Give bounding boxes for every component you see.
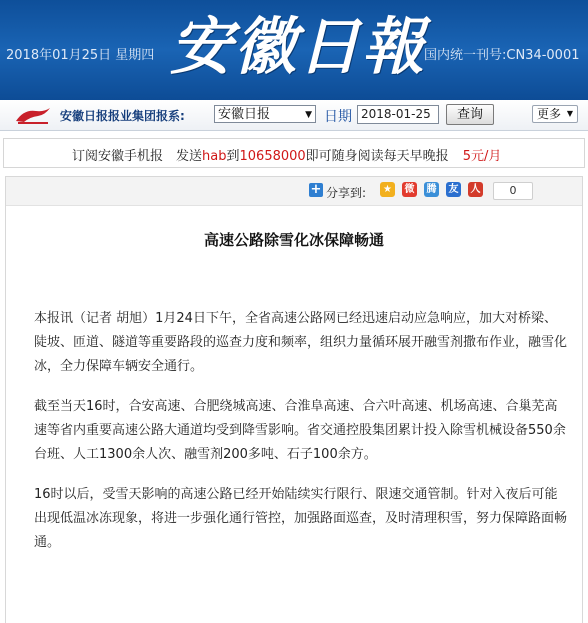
paper-select[interactable] bbox=[214, 105, 316, 123]
more-label: 更多 bbox=[537, 107, 562, 121]
subscribe-text[interactable] bbox=[72, 145, 501, 164]
chevron-down-icon: ▼ bbox=[566, 109, 573, 118]
subscribe-mid: 到 bbox=[226, 149, 240, 164]
newspaper-logo[interactable]: 安徽日報 bbox=[170, 10, 427, 83]
query-button[interactable]: 查询 bbox=[446, 104, 494, 125]
tencent-weibo-icon[interactable]: 腾 bbox=[424, 182, 439, 197]
article-body bbox=[34, 307, 569, 571]
share-bar bbox=[6, 177, 582, 206]
share-label: 分享到: bbox=[326, 186, 367, 200]
subscribe-price: 5元/月 bbox=[462, 149, 502, 164]
masthead bbox=[0, 0, 588, 100]
subscribe-code: hab bbox=[202, 149, 227, 164]
more-select[interactable] bbox=[532, 105, 578, 123]
chevron-down-icon: ▼ bbox=[305, 110, 312, 120]
group-logo-icon bbox=[14, 105, 52, 125]
weibo-icon[interactable]: 微 bbox=[402, 182, 417, 197]
subscribe-suffix: 即可随身阅读每天早晚报 bbox=[305, 149, 449, 164]
paper-select-value: 安徽日报 bbox=[218, 107, 271, 122]
pengyou-icon[interactable]: 友 bbox=[446, 182, 461, 197]
group-label: 安徽日报报业集团报系: bbox=[60, 109, 185, 123]
subscribe-prefix: 订阅安徽手机报 发送 bbox=[72, 149, 203, 164]
subscribe-number: 10658000 bbox=[239, 149, 306, 164]
subscribe-bar[interactable] bbox=[3, 138, 585, 168]
issn-number: 国内统一刊号:CN34-0001 bbox=[424, 48, 580, 63]
date-input[interactable]: 2018-01-25 bbox=[357, 105, 439, 124]
navigation-bar bbox=[0, 100, 588, 131]
renren-icon[interactable]: 人 bbox=[468, 182, 483, 197]
share-plus-icon[interactable]: + bbox=[310, 182, 322, 197]
article-paragraph: 截至当天16时，合安高速、合肥绕城高速、合淮阜高速、合六叶高速、机场高速、合巢芜高速等省内重要高速公路大通道均受到降雪影响。省交通控股集团累计投入除雪机械设备550余台班、人工1300余人次、融雪剂200多吨、石子100余方。 bbox=[34, 399, 566, 462]
date-label: 日期 bbox=[324, 109, 352, 125]
masthead-date: 2018年01月25日 星期四 bbox=[6, 48, 155, 63]
article-panel bbox=[5, 176, 583, 623]
qzone-icon[interactable]: ★ bbox=[380, 182, 395, 197]
article-paragraph: 本报讯（记者 胡旭）1月24日下午，全省高速公路网已经迅速启动应急响应，加大对桥梁、陡坡、匝道、隧道等重要路段的巡查力度和频率，组织力量循环展开融雪剂撒布作业，融雪化冰，全力保障车辆安全通行。 bbox=[34, 311, 568, 374]
article-paragraph: 16时以后，受雪天影响的高速公路已经开始陆续实行限行、限速交通管制。针对入夜后可能出现低温冰冻现象，将进一步强化通行管控，加强路面巡查，及时清理积雪，努力保障路面畅通。 bbox=[34, 487, 568, 550]
article-title: 高速公路除雪化冰保障畅通 bbox=[203, 231, 384, 249]
share-count: 0 bbox=[493, 182, 533, 200]
